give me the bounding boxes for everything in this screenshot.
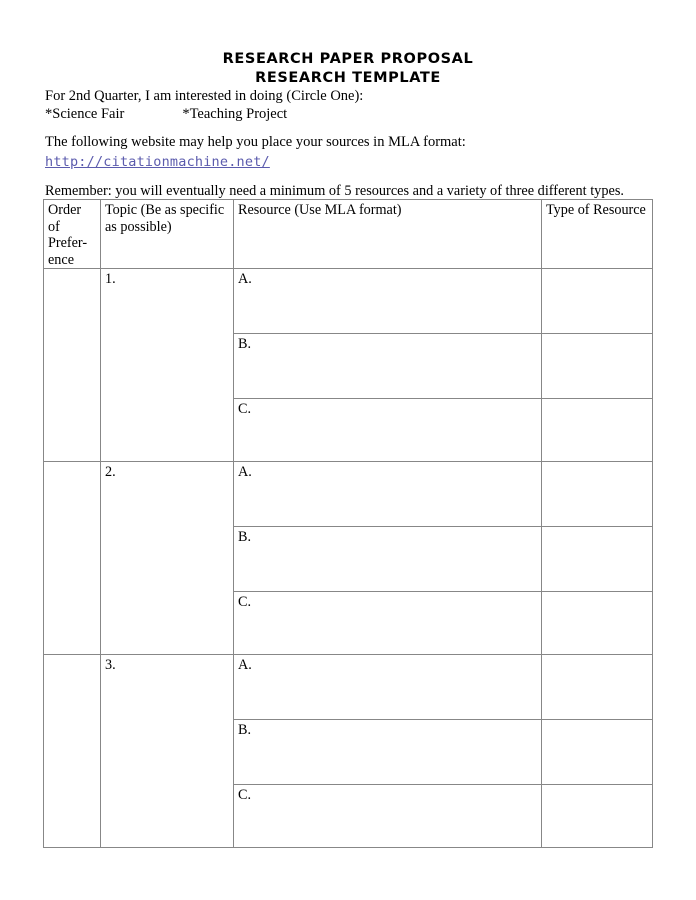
intro-paragraph xyxy=(45,88,655,123)
cell-resource-3a[interactable] xyxy=(234,655,542,720)
remember-note: Remember: you will eventually need a minimum of 5 resources and a variety of three different types. xyxy=(45,183,624,199)
document-title-block xyxy=(0,50,696,88)
header-order-line-4: ence xyxy=(48,251,74,268)
cell-resource-3c[interactable] xyxy=(234,785,542,848)
resource-label-3c: C. xyxy=(238,787,252,803)
header-topic xyxy=(101,200,234,269)
table-row xyxy=(44,269,653,334)
cell-topic-2[interactable] xyxy=(101,462,234,655)
cell-resource-1b[interactable] xyxy=(234,334,542,399)
resource-label-2b: B. xyxy=(238,529,252,545)
resource-label-2c: C. xyxy=(238,594,252,610)
table-header-row xyxy=(44,200,653,269)
cell-topic-3[interactable] xyxy=(101,655,234,848)
cell-resource-1a[interactable] xyxy=(234,269,542,334)
cell-topic-1[interactable] xyxy=(101,269,234,462)
research-table-wrapper xyxy=(43,199,652,848)
resource-label-1a: A. xyxy=(238,271,252,287)
header-type-of-resource xyxy=(542,200,653,269)
page-title-line-2: RESEARCH TEMPLATE xyxy=(255,70,441,86)
cell-resource-2b[interactable] xyxy=(234,527,542,592)
page-title-line-1: RESEARCH PAPER PROPOSAL xyxy=(222,51,474,67)
cell-type-1a[interactable] xyxy=(542,269,653,334)
header-type-label: Type of Resource xyxy=(546,202,646,218)
mla-help-text: The following website may help you place your sources in MLA format: xyxy=(45,134,466,150)
header-topic-line-2: as possible) xyxy=(105,218,172,235)
resource-label-2a: A. xyxy=(238,464,252,480)
header-order-line-1: Order xyxy=(48,202,82,218)
table-row xyxy=(44,462,653,527)
cell-type-1b[interactable] xyxy=(542,334,653,399)
table-header xyxy=(44,200,653,269)
resource-label-1b: B. xyxy=(238,336,252,352)
header-order-line-3: Prefer- xyxy=(48,235,88,251)
header-order-line-2: of xyxy=(48,218,60,235)
topic-number-1: 1. xyxy=(105,271,116,287)
cell-resource-2a[interactable] xyxy=(234,462,542,527)
header-order-of-preference xyxy=(44,200,101,269)
citation-machine-link[interactable]: http://citationmachine.net/ xyxy=(45,153,270,170)
table-body xyxy=(44,269,653,848)
research-table xyxy=(43,199,653,848)
cell-type-2a[interactable] xyxy=(542,462,653,527)
cell-resource-1c[interactable] xyxy=(234,399,542,462)
resource-label-3b: B. xyxy=(238,722,252,738)
cell-type-2c[interactable] xyxy=(542,592,653,655)
intro-line-options: *Science Fair *Teaching Project xyxy=(45,105,288,122)
header-topic-line-1: Topic (Be as specific xyxy=(105,202,225,218)
cell-type-2b[interactable] xyxy=(542,527,653,592)
cell-type-1c[interactable] xyxy=(542,399,653,462)
header-resource xyxy=(234,200,542,269)
header-resource-label: Resource (Use MLA format) xyxy=(238,202,402,218)
cell-type-3a[interactable] xyxy=(542,655,653,720)
cell-order-3[interactable] xyxy=(44,655,101,848)
cell-resource-3b[interactable] xyxy=(234,720,542,785)
topic-number-3: 3. xyxy=(105,657,116,673)
intro-line-quarter: For 2nd Quarter, I am interested in doing (Circle One): xyxy=(45,88,364,104)
resource-label-1c: C. xyxy=(238,401,252,417)
cell-order-1[interactable] xyxy=(44,269,101,462)
cell-order-2[interactable] xyxy=(44,462,101,655)
cell-type-3b[interactable] xyxy=(542,720,653,785)
topic-number-2: 2. xyxy=(105,464,116,480)
table-row xyxy=(44,655,653,720)
mla-help-block xyxy=(45,134,655,171)
resource-label-3a: A. xyxy=(238,657,252,673)
cell-type-3c[interactable] xyxy=(542,785,653,848)
cell-resource-2c[interactable] xyxy=(234,592,542,655)
